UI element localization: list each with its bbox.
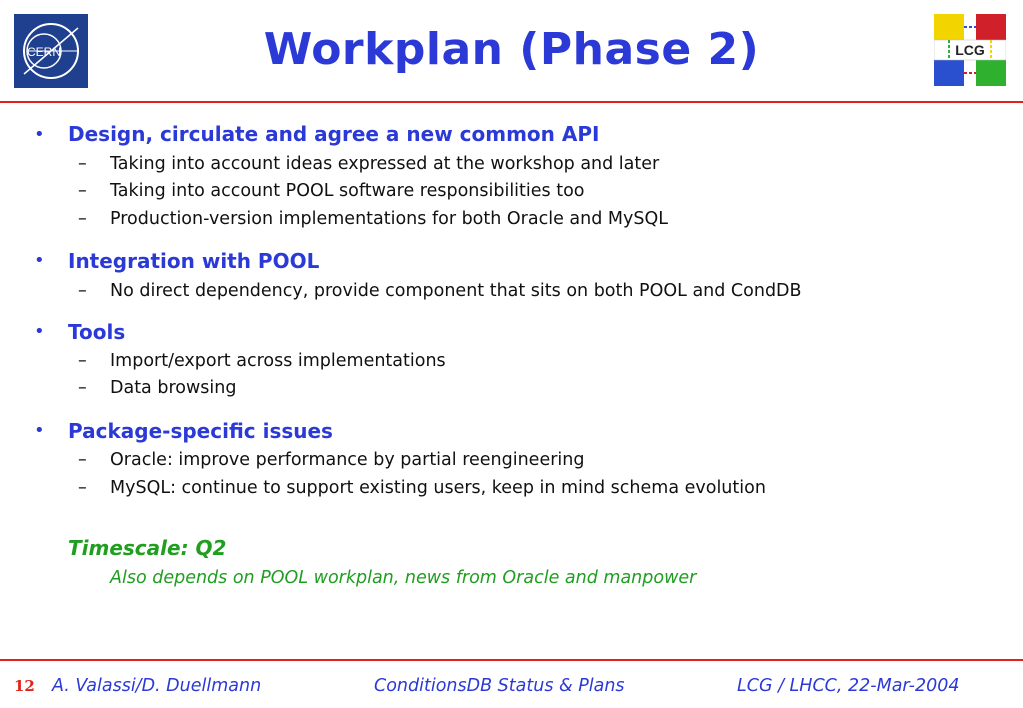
- footer-authors: A. Valassi/D. Duellmann: [52, 676, 262, 696]
- bullet-package-issues: Package-specific issues: [68, 419, 333, 443]
- timescale-note: Also depends on POOL workplan, news from Oracle and manpower: [110, 568, 697, 588]
- sub-bullet: Taking into account ideas expressed at the workshop and later: [110, 154, 660, 174]
- sub-bullet: Production-version implementations for both Oracle and MySQL: [110, 209, 668, 229]
- sub-bullet: Data browsing: [110, 378, 237, 398]
- sub-bullet: Import/export across implementations: [110, 351, 446, 371]
- footer-venue-date: LCG / LHCC, 22-Mar-2004: [737, 676, 960, 696]
- sub-bullet: No direct dependency, provide component that sits on both POOL and CondDB: [110, 281, 802, 301]
- sub-bullet-dash: –: [78, 450, 87, 470]
- footer-talk-title: ConditionsDB Status & Plans: [374, 676, 625, 696]
- bullet-dot: •: [34, 250, 45, 271]
- bullet-integration-pool: Integration with POOL: [68, 249, 320, 273]
- sub-bullet-dash: –: [78, 154, 87, 174]
- timescale-heading: Timescale: Q2: [68, 536, 227, 560]
- sub-bullet-dash: –: [78, 181, 87, 201]
- sub-bullet: Oracle: improve performance by partial reengineering: [110, 450, 585, 470]
- page-number: 12: [14, 677, 35, 695]
- cern-logo-text: CERN: [26, 45, 62, 59]
- lcg-logo-text: LCG: [955, 42, 985, 58]
- bullet-dot: •: [34, 124, 45, 145]
- sub-bullet-dash: –: [78, 281, 87, 301]
- bullet-tools: Tools: [68, 320, 126, 344]
- bullet-dot: •: [34, 321, 45, 342]
- sub-bullet: Taking into account POOL software responsibilities too: [110, 181, 585, 201]
- page-title: Workplan (Phase 2): [263, 24, 760, 75]
- sub-bullet-dash: –: [78, 478, 87, 498]
- sub-bullet: MySQL: continue to support existing users, keep in mind schema evolution: [110, 478, 766, 498]
- sub-bullet-dash: –: [78, 209, 87, 229]
- top-divider: [0, 101, 1023, 103]
- bullet-dot: •: [34, 420, 45, 441]
- sub-bullet-dash: –: [78, 351, 87, 371]
- bottom-divider: [0, 659, 1023, 661]
- sub-bullet-dash: –: [78, 378, 87, 398]
- bullet-design-api: Design, circulate and agree a new common API: [68, 122, 600, 146]
